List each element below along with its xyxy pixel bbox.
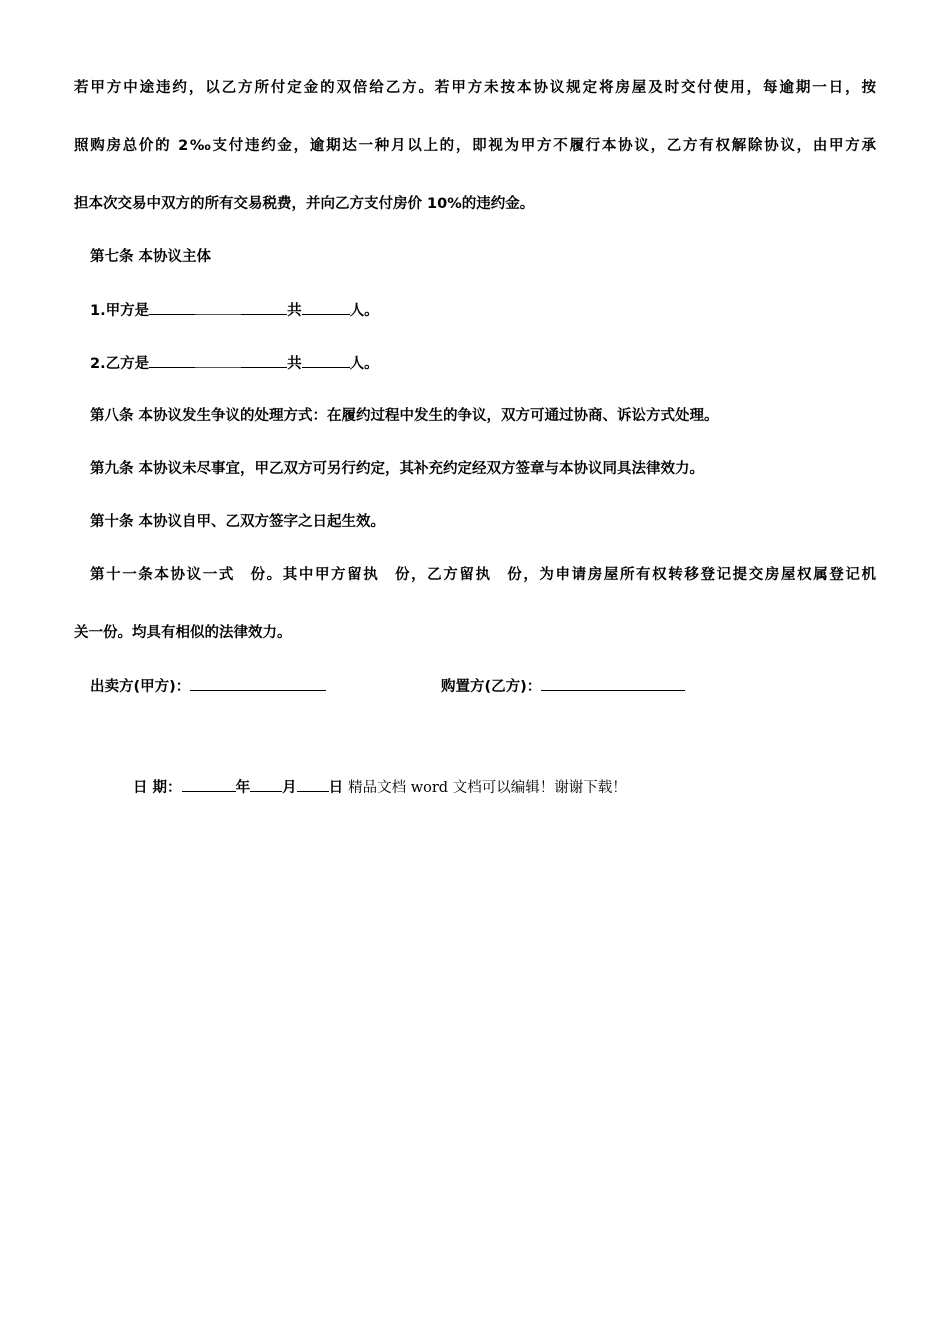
date-month-blank[interactable] — [250, 777, 282, 792]
date-line — [133, 777, 627, 798]
party-a-count-label: 共 — [287, 303, 302, 319]
party-a-name-blank-2[interactable] — [195, 300, 241, 315]
article7-title: 第七条 本协议主体 — [90, 249, 212, 265]
date-year-label: 年 — [235, 780, 251, 796]
article11-part3: 份，乙方留执 — [393, 567, 492, 583]
party-b-name-blank-1[interactable] — [149, 353, 195, 368]
party-a-name-blank-1[interactable] — [149, 300, 195, 315]
article8: 第八条 本协议发生争议的处理方式：在履约过程中发生的争议，双方可通过协商、诉讼方式处理。 — [90, 408, 719, 424]
article10: 第十条 本协议自甲、乙双方签字之日起生效。 — [90, 514, 386, 530]
seller-signature-blank[interactable] — [190, 676, 326, 691]
party-a-person-suffix: 人。 — [349, 303, 379, 319]
party-b-count-blank[interactable] — [302, 353, 350, 368]
party-b-line — [90, 353, 379, 374]
buyer-signature-blank[interactable] — [541, 676, 685, 691]
article11-part4: 份，为申请房屋所有权转移登记提交房屋权属登记机 — [505, 567, 877, 583]
party-a-count-blank[interactable] — [302, 300, 350, 315]
date-label: 日 期： — [133, 780, 182, 796]
article11-part2: 份。其中甲方留执 — [248, 567, 380, 583]
party-b-person-suffix: 人。 — [349, 356, 379, 372]
article6-line1: 若甲方中途违约，以乙方所付定金的双倍给乙方。若甲方未按本协议规定将房屋及时交付使用，每逾期一日，按 — [74, 80, 876, 96]
party-b-prefix: 2.乙方是 — [90, 356, 150, 372]
date-day-label: 日 — [328, 780, 344, 796]
date-month-label: 月 — [282, 780, 297, 796]
buyer-signature-line — [441, 676, 685, 697]
seller-label: 出卖方(甲方)： — [90, 679, 191, 695]
article11-line2: 关一份。均具有相似的法律效力。 — [74, 625, 292, 641]
party-b-count-label: 共 — [287, 356, 302, 372]
seller-signature-line — [90, 676, 326, 697]
date-day-blank[interactable] — [297, 777, 329, 792]
party-a-name-blank-3[interactable] — [241, 300, 287, 315]
buyer-label: 购置方(乙方)： — [441, 679, 542, 695]
article11-part1: 第十一条本协议一式 — [90, 567, 235, 583]
article9: 第九条 本协议未尽事宜，甲乙双方可另行约定，其补充约定经双方签章与本协议同具法律效力。 — [90, 461, 705, 477]
date-year-blank[interactable] — [182, 777, 236, 792]
article6-line3: 担本次交易中双方的所有交易税费，并向乙方支付房价 10%的违约金。 — [74, 196, 535, 212]
party-b-name-blank-3[interactable] — [241, 353, 287, 368]
article11-line1 — [90, 565, 876, 585]
footer-note: 精品文档 word 文档可以编辑！谢谢下载！ — [348, 780, 627, 796]
article6-line2: 照购房总价的 2‰支付违约金，逾期达一种月以上的，即视为甲方不履行本协议，乙方有权解除协议，由甲方承 — [74, 138, 876, 154]
party-a-line — [90, 300, 379, 321]
party-b-name-blank-2[interactable] — [195, 353, 241, 368]
party-a-prefix: 1.甲方是 — [90, 303, 150, 319]
